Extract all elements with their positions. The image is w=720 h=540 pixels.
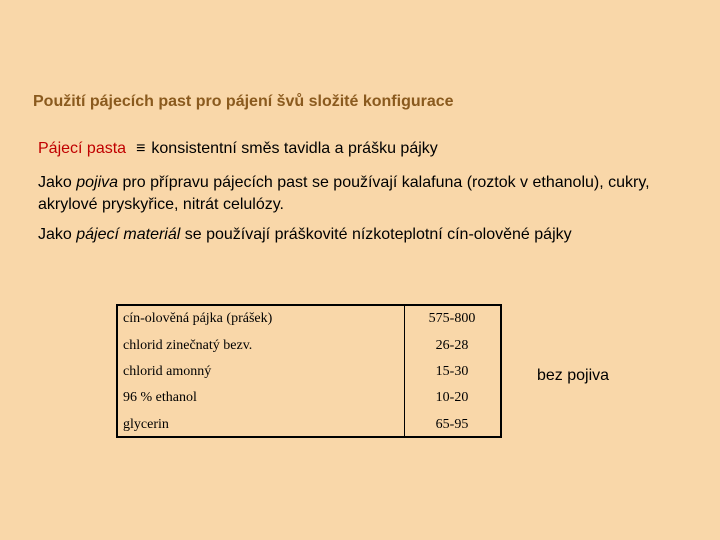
- component-value: 575-800: [428, 311, 476, 327]
- table-row: [118, 359, 500, 385]
- definition-text: konsistentní směs tavidla a prášku pájky: [151, 140, 438, 157]
- table-row: [118, 306, 500, 332]
- component-name: 96 % ethanol: [123, 390, 197, 406]
- solder-paragraph-emphasis: pájecí materiál: [76, 226, 181, 243]
- binder-paragraph-rest: pro přípravu pájecích past se používají kalafuna (roztok v ethanolu), cukry, akrylové pryskyřice, nitrát celulózy.: [38, 174, 650, 213]
- equivalence-symbol: ≡: [136, 140, 146, 157]
- component-value: 26-28: [435, 337, 469, 353]
- solder-paragraph-prefix: Jako: [38, 226, 77, 243]
- binder-paragraph-emphasis: pojiva: [76, 174, 119, 191]
- solder-paragraph-rest: se používají práškovité nízkoteplotní cín-olověné pájky: [180, 226, 572, 243]
- component-name: cín-olověná pájka (prášek): [123, 311, 273, 327]
- component-name: chlorid zinečnatý bezv.: [123, 337, 253, 353]
- solder-paragraph: [38, 226, 572, 244]
- composition-table: [116, 304, 502, 438]
- page-title: Použití pájecích past pro pájení švů složité konfigurace: [33, 93, 454, 110]
- binder-paragraph-prefix: Jako: [38, 174, 77, 191]
- component-name: chlorid amonný: [123, 363, 212, 379]
- definition-term: Pájecí pasta: [38, 140, 127, 157]
- component-value: 15-30: [435, 363, 469, 379]
- component-value: 65-95: [435, 416, 469, 432]
- component-name: glycerin: [123, 416, 169, 432]
- table-row: [118, 332, 500, 358]
- binder-paragraph: [38, 172, 698, 216]
- component-value: 10-20: [435, 390, 469, 406]
- table-row: [118, 385, 500, 411]
- definition-line: [38, 140, 438, 158]
- table-row: [118, 412, 500, 438]
- side-note: bez pojiva: [537, 367, 610, 384]
